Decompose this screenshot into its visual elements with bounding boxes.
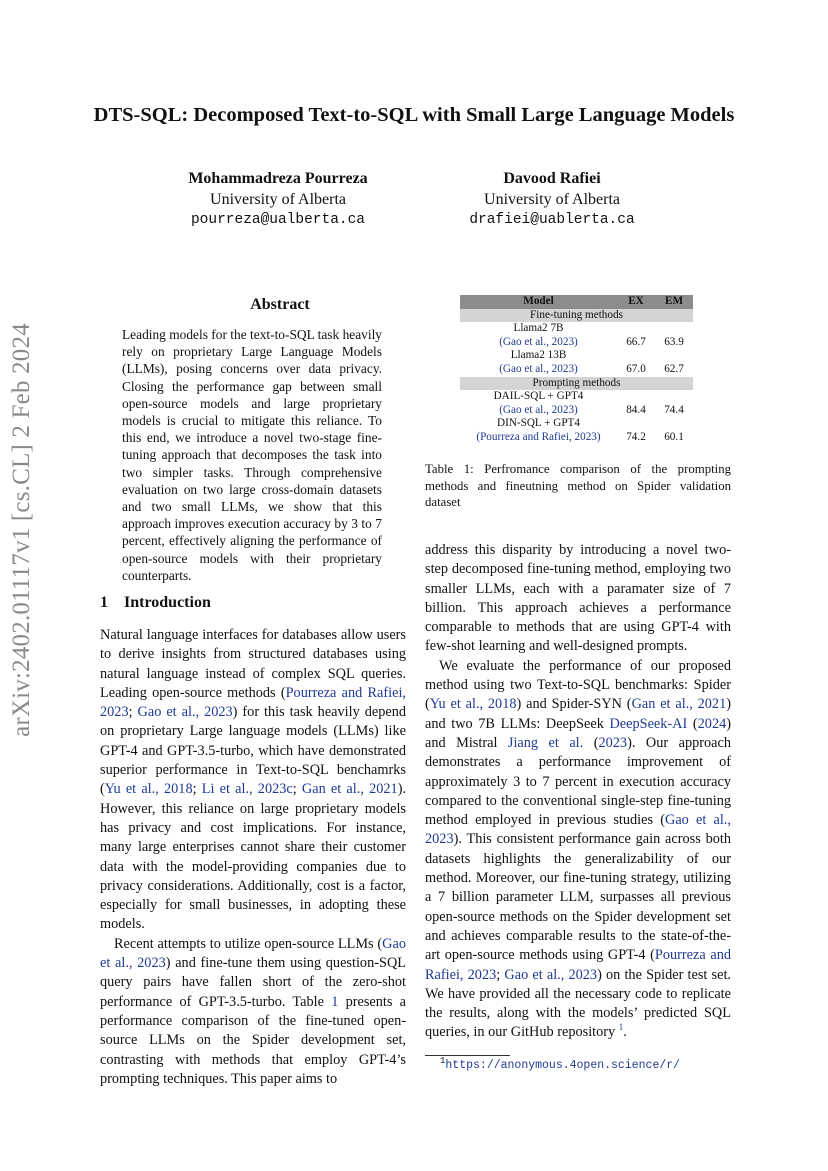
table-header-row — [460, 295, 693, 309]
citation-link[interactable]: Jiang et al. — [507, 734, 584, 751]
citation-link[interactable]: 2024 — [697, 715, 727, 732]
citation-link[interactable]: Gao et al., 2023 — [137, 704, 233, 721]
table-cell-em: 62.7 — [664, 362, 684, 375]
section-title: Introduction — [124, 594, 211, 611]
author-email: pourreza@ualberta.ca — [190, 212, 366, 228]
table-cell-model — [460, 390, 617, 417]
author-name: Mohammadreza Pourreza — [188, 170, 368, 187]
footnote-url[interactable]: https://anonymous.4open.science/r/ — [445, 1059, 681, 1072]
table-cell-em: 74.4 — [664, 403, 684, 416]
paragraph: Natural language interfaces for databases allow users to derive insights from structured databases using natural language instead of complex SQL queries. Leading open-source methods (Pourreza and Rafiei, 2023; Gao et al., 2023) for this task heavily depend on proprietary Large language models (LLMs) like GPT-4 and GPT-3.5-turbo, which have demonstrated superior performance in Text-to-SQL benchamrks (Yu et al., 2018; Li et al., 2023c; Gan et al., 2021). However, this reliance on large proprietary models has privacy and cost implications. For instance, many large enterprises cannot share their customer data with the model-providing companies due to privacy considerations. Additionally, cost is a factor, especially for small businesses, in adopting these models. — [100, 627, 407, 933]
citation-link[interactable]: Gan et al., 2021 — [631, 696, 727, 713]
author-name: Davood Rafiei — [503, 170, 601, 187]
citation-link[interactable]: Gao et al., 2023 — [425, 812, 731, 848]
table-row — [460, 417, 693, 444]
author-affiliation: University of Alberta — [210, 191, 346, 208]
citation-link[interactable]: (Gao et al., 2023) — [499, 403, 578, 416]
citation-link[interactable]: 2023 — [598, 734, 628, 751]
table-header-ex: EX — [617, 295, 655, 309]
table-cell-model — [460, 349, 617, 376]
table-cell-ex: 84.4 — [626, 403, 646, 416]
table-group-label: Fine-tuning methods — [460, 309, 693, 323]
right-column — [425, 541, 731, 1043]
section-heading — [100, 594, 211, 612]
model-name: DAIL-SQL + GPT4 — [493, 390, 584, 403]
left-column — [100, 626, 406, 1089]
footnote-divider — [425, 1055, 510, 1056]
footnote-mark: 1 — [440, 1056, 446, 1067]
table-row — [460, 390, 693, 417]
citation-link[interactable]: Pourreza and Rafiei, 2023 — [100, 684, 406, 721]
citation-link[interactable]: 1 — [331, 993, 339, 1010]
model-name: Llama2 7B — [513, 322, 564, 335]
citation-link[interactable]: (Gao et al., 2023) — [499, 335, 578, 348]
citation-link[interactable]: Gan et al., 2021 — [301, 781, 398, 798]
table-row — [460, 349, 693, 376]
abstract-text: Leading models for the text-to-SQL task heavily rely on proprietary Large Language Models (LLMs), posing concerns over data privacy. Closing the performance gap between small open-source models and large proprietary models is crucial to mitigate this reliance. To this end, we introduce a novel two-stage fine-tuning approach that decomposes the task into two simpler tasks. Through comprehensive evaluation on two large cross-domain datasets and two small LLMs, we show that this approach improves execution accuracy by 3 to 7 percent, effectively aligning the performance of open-source models with their proprietary counterparts. — [122, 327, 382, 583]
citation-link[interactable]: (Gao et al., 2023) — [499, 362, 578, 375]
table-group-label: Prompting methods — [460, 377, 693, 391]
abstract-heading: Abstract — [250, 296, 310, 313]
table-cell-ex: 67.0 — [626, 362, 646, 375]
table-header-em: EM — [655, 295, 693, 309]
citation-link[interactable]: Yu et al., 2018 — [429, 696, 517, 713]
table-group-row — [460, 377, 693, 391]
section-number: 1 — [100, 594, 108, 611]
table-cell-model — [460, 322, 617, 349]
paragraph: We evaluate the performance of our proposed method using two Text-to-SQL benchmarks: Spider (Yu et al., 2018) and Spider-SYN (Gan et al., 2021) and two 7B LLMs: DeepSeek DeepSeek-AI (2024) and Mistral Jiang et al. (2023). Our approach demonstrates a performance improvement of approximately 3 to 7 percent in execution accuracy compared to the conventional single-step fine-tuning method employed in previous studies (Gao et al., 2023). This consistent performance gain across both datasets highlights the generalizability of our method. Moreover, our fine-tuning strategy, utilizing a 7 billion parameter LLM, surpasses all previous open-source methods on the Spider development set and achieves comparable results to the state-of-the-art open-source methods using GPT-4 (Pourreza and Rafiei, 2023; Gao et al., 2023) on the Spider test set. We have provided all the necessary code to replicate the results, along with the models’ predicted SQL queries, in our GitHub repository $^1$. — [425, 657, 732, 1041]
citation-link[interactable]: 1 — [618, 1022, 624, 1033]
citation-link[interactable]: DeepSeek-AI — [609, 715, 688, 732]
results-table — [460, 295, 693, 445]
citation-link[interactable]: Li et al., 2023c — [201, 781, 293, 798]
table-header-model: Model — [460, 295, 617, 309]
paragraph: Recent attempts to utilize open-source LLMs (Gao et al., 2023) and fine-tune them using question-SQL query pairs have fallen short of the zero-shot performance of GPT-3.5-turbo. Table 1 presents a performance comparison of the fine-tuned open-source LLMs on the Spider development set, contrasting with methods that employ GPT-4’s prompting techniques. This paper aims to — [100, 935, 406, 1087]
citation-link[interactable]: Yu et al., 2018 — [104, 781, 193, 798]
table-group-row — [460, 309, 693, 323]
table-cell-model — [460, 417, 617, 444]
table-row — [460, 322, 693, 349]
paper-title: DTS-SQL: Decomposed Text-to-SQL with Small Large Language Models — [93, 104, 735, 126]
table-cell-em: 63.9 — [664, 335, 684, 348]
author-email: drafiei@uablerta.ca — [469, 212, 635, 228]
author-block-2 — [422, 168, 682, 231]
author-block-1 — [148, 168, 408, 231]
table-cell-ex: 66.7 — [626, 335, 646, 348]
paragraph: address this disparity by introducing a novel two-step decomposed fine-tuning method, employing two smaller LLMs, each with a paramater size of 7 billion. This approach achieves a performance comparable to methods that are using GPT-4 with few-shot learning and well-designed prompts. — [425, 542, 731, 655]
model-name: Llama2 13B — [510, 349, 567, 362]
table-cell-ex: 74.2 — [626, 430, 646, 443]
citation-link[interactable]: Gao et al., 2023 — [504, 966, 598, 983]
citation-link[interactable]: Pourreza and Rafiei, 2023 — [425, 947, 731, 983]
citation-link[interactable]: (Pourreza and Rafiei, 2023) — [476, 430, 601, 443]
table-cell-em: 60.1 — [664, 430, 684, 443]
table-caption: Table 1: Perfromance comparison of the prompting methods and fineutning method on Spider validation dataset — [425, 462, 731, 509]
author-affiliation: University of Alberta — [484, 191, 620, 208]
footnote — [440, 1056, 681, 1072]
model-name: DIN-SQL + GPT4 — [497, 417, 580, 430]
citation-link[interactable]: Gao et al., 2023 — [100, 935, 406, 972]
